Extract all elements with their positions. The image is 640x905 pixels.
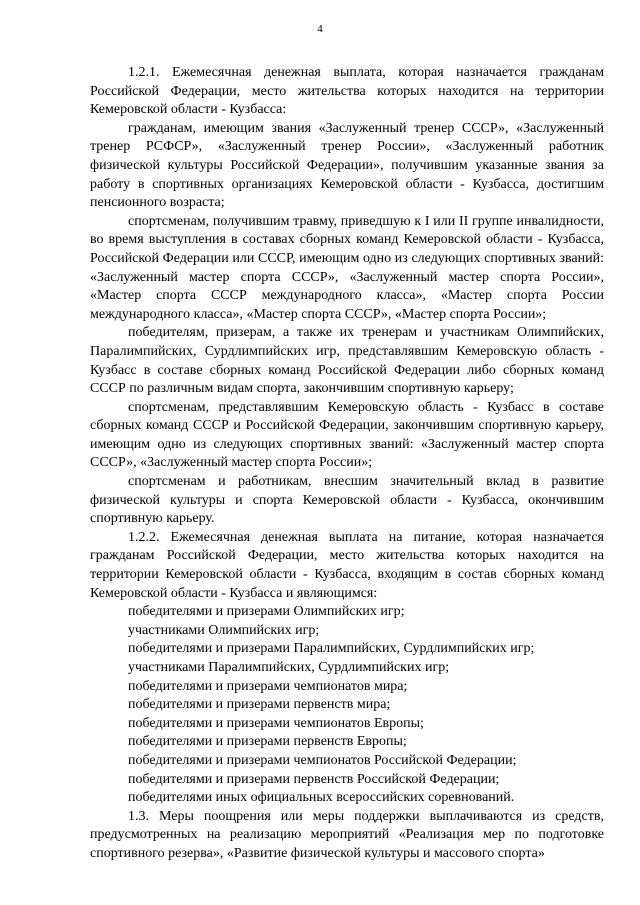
list-item: участниками Олимпийских игр; bbox=[128, 622, 320, 638]
paragraph-honored-coaches: гражданам, имеющим звания «Заслуженный тренер СССР», «Заслуженный тренер РСФСР», «Заслуженный тренер России», «Заслуженный работник физической культуры Российской Федерации», получившим указанные звания за работу в спортивных организациях Кемеровской области - Кузбасса, достигшим пенсионного возраста; bbox=[90, 120, 604, 211]
list-item: победителями и призерами Олимпийских игр; bbox=[128, 604, 405, 620]
list-item: победителями и призерами чемпионатов Европы; bbox=[128, 715, 424, 731]
paragraph-1-2-2: 1.2.2. Ежемесячная денежная выплата на питание, которая назначается гражданам Российской Федерации, место жительства которых находится на территории Кемеровской области - Кузбасса, входящим в состав сборных команд Кемеровской области - Кузбасса и являющимся: bbox=[90, 529, 604, 601]
list-item: победителями и призерами первенств мира; bbox=[128, 697, 391, 713]
list-item: победителями и призерами первенств Российской Федерации; bbox=[128, 771, 500, 787]
list-item: победителями иных официальных всероссийских соревнований. bbox=[128, 790, 515, 806]
list-item: победителями и призерами первенств Европы; bbox=[128, 734, 407, 750]
paragraph-1-2-1: 1.2.1. Ежемесячная денежная выплата, которая назначается гражданам Российской Федерации, место жительства которых находится на территории Кемеровской области - Кузбасса: bbox=[90, 65, 604, 118]
document-body bbox=[90, 64, 604, 864]
paragraph-olympic-winners: победителям, призерам, а также их тренерам и участникам Олимпийских, Паралимпийских, Сурдлимпийских игр, представлявшим Кемеровскую область - Кузбасс в составе сборных команд Российской Федерации либо сборных команд СССР по различным видам спорта, закончившим спортивную карьеру; bbox=[90, 325, 604, 397]
paragraph-contributors: спортсменам и работникам, внесшим значительный вклад в развитие физической культуры и спорта Кемеровской области - Кузбасса, окончившим спортивную карьеру. bbox=[90, 474, 604, 527]
paragraph-injured-athletes: спортсменам, получившим травму, приведшую к I или II группе инвалидности, во время выступления в составах сборных команд Кемеровской области - Кузбасса, Российской Федерации или СССР, имеющим одно из следующих спортивных званий: «Заслуженный мастер спорта СССР», «Заслуженный мастер спорта России», «Мастер спорта СССР международного класса», «Мастер спорта России международного класса», «Мастер спорта СССР», «Мастер спорта России»; bbox=[90, 213, 604, 322]
list-item: победителями и призерами чемпионатов Российской Федерации; bbox=[128, 752, 517, 768]
paragraph-1-3: 1.3. Меры поощрения или меры поддержки выплачиваются из средств, предусмотренных на реализацию мероприятий «Реализация мер по подготовке спортивного резерва», «Развитие физической культуры и массового спорта» bbox=[90, 808, 604, 861]
page-number: 4 bbox=[317, 23, 323, 35]
paragraph-national-team-athletes: спортсменам, представлявшим Кемеровскую область - Кузбасс в составе сборных команд СССР и Российской Федерации, закончившим спортивную карьеру, имеющим одно из следующих спортивных званий: «Заслуженный мастер спорта СССР», «Заслуженный мастер спорта России»; bbox=[90, 399, 604, 471]
list-item: победителями и призерами Паралимпийских, Сурдлимпийских игр; bbox=[128, 641, 535, 657]
list-item: победителями и призерами чемпионатов мира; bbox=[128, 678, 408, 694]
list-item: участниками Паралимпийских, Сурдлимпийских игр; bbox=[128, 660, 450, 675]
